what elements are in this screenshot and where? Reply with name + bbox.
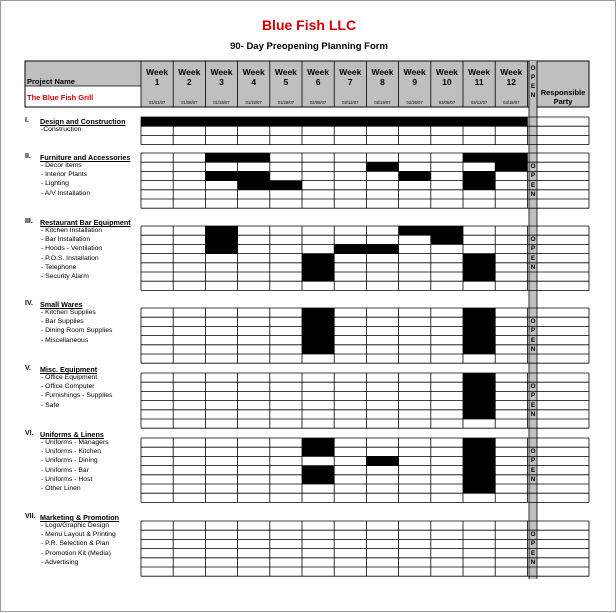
open-letter: N: [530, 475, 536, 483]
week-date: 01/29/07: [277, 100, 295, 105]
week-date: 02/26/07: [406, 100, 423, 105]
section-title: Furniture and Accessories: [40, 153, 131, 162]
form-title: 90- Day Preopening Planning Form: [230, 41, 388, 52]
open-letter: P: [530, 457, 536, 465]
week-number: 2: [186, 77, 192, 87]
open-letter: P: [530, 327, 536, 335]
line-item: - Lighting: [41, 180, 69, 188]
week-date: 03/19/07: [503, 100, 520, 105]
open-letter: E: [530, 181, 536, 189]
line-item: - A/V Installation: [41, 189, 91, 197]
week-number: 7: [347, 77, 353, 87]
schedule-bar: [463, 254, 495, 282]
line-item: - Kitchen Supplies: [41, 309, 96, 316]
open-header-letter: P: [530, 74, 536, 81]
open-letter: O: [530, 318, 536, 326]
week-number: 4: [251, 77, 257, 87]
week-label: Week: [210, 67, 233, 77]
line-item: - Interior Plants: [41, 171, 88, 179]
open-header-letter: O: [530, 65, 536, 72]
week-label: Week: [307, 67, 330, 77]
week-date: 03/05/07: [438, 100, 456, 105]
schedule-bar: [463, 181, 495, 190]
line-item: - Uniforms - Dining: [41, 457, 98, 465]
open-letter: P: [530, 245, 536, 253]
section-number: II.: [25, 153, 31, 160]
week-date: 01/15/07: [213, 100, 230, 105]
schedule-bar: [302, 438, 334, 456]
week-date: 01/01/07: [148, 100, 166, 105]
schedule-bar: [141, 117, 527, 126]
open-letter: E: [530, 549, 536, 557]
line-item: -Construction: [41, 126, 82, 133]
schedule-bar: [302, 466, 334, 484]
line-item: - Uniforms - Kitchen: [41, 448, 102, 456]
open-letter: N: [530, 190, 536, 198]
section-title: Marketing & Promotion: [40, 513, 120, 522]
week-number: 11: [474, 77, 484, 87]
open-letter: N: [530, 410, 536, 418]
schedule-bar: [463, 308, 495, 354]
section-title: Restaurant Bar Equipment: [40, 218, 131, 227]
open-letter: E: [530, 401, 536, 409]
open-letter: O: [530, 383, 536, 391]
week-number: 10: [442, 77, 452, 87]
schedule-bar: [463, 373, 495, 419]
week-label: Week: [242, 67, 265, 77]
schedule-bar: [463, 171, 495, 180]
open-letter: E: [530, 466, 536, 474]
section-number: V.: [25, 365, 31, 372]
week-number: 9: [412, 77, 418, 87]
week-number: 12: [506, 77, 517, 87]
open-letter: E: [530, 254, 536, 262]
week-date: 02/12/07: [342, 100, 359, 105]
schedule-bar: [366, 456, 398, 465]
week-date: 02/19/07: [374, 100, 391, 105]
week-number: 1: [154, 77, 160, 87]
line-item: - Uniforms - Managers: [41, 439, 109, 446]
open-header-letter: N: [530, 92, 536, 99]
line-item: - P.O.S. Installation: [41, 254, 99, 262]
open-letter: O: [530, 236, 536, 244]
week-label: Week: [274, 67, 297, 77]
line-item: - Promotion Kit (Media): [41, 549, 111, 557]
open-letter: P: [530, 392, 536, 400]
open-letter: O: [530, 448, 536, 456]
line-item: - Office Equipment: [41, 374, 98, 381]
section-number: III.: [25, 218, 33, 225]
schedule-bar: [205, 226, 237, 254]
section-number: VI.: [25, 430, 34, 437]
week-label: Week: [371, 67, 394, 77]
responsible-party-header: Responsible Party: [540, 88, 586, 106]
line-item: - P.R. Selection & Plan: [41, 540, 110, 548]
section-title: Misc. Equipment: [40, 365, 98, 374]
week-label: Week: [468, 67, 491, 77]
open-header-letter: E: [530, 83, 536, 90]
line-item: - Décor Items: [41, 162, 82, 169]
open-letter: N: [530, 263, 536, 271]
week-label: Week: [403, 67, 426, 77]
week-label: Week: [500, 67, 523, 77]
week-label: Week: [178, 67, 201, 77]
line-item: - Logo/Graphic Design: [41, 522, 110, 529]
schedule-bar: [302, 254, 334, 282]
line-item: - Other Linen: [41, 485, 81, 492]
open-letter: P: [530, 172, 536, 180]
open-letter: P: [530, 540, 536, 548]
week-date: 01/22/07: [245, 100, 262, 105]
line-item: - Office Computer: [41, 383, 95, 391]
schedule-bar: [366, 162, 398, 171]
line-item: - Menu Layout & Printing: [41, 531, 116, 539]
section-title: Small Wares: [40, 300, 83, 309]
week-date: 01/08/07: [181, 100, 198, 105]
schedule-bar: [463, 153, 527, 162]
week-date: 02/05/07: [309, 100, 327, 105]
company-title: Blue Fish LLC: [261, 17, 357, 33]
section-number: VII.: [25, 513, 36, 520]
project-name-value: The Blue Fish Grill: [27, 93, 94, 102]
section-title: Design and Construction: [40, 117, 126, 126]
schedule-bar: [205, 153, 269, 162]
schedule-bar: [463, 438, 495, 493]
week-number: 5: [283, 77, 289, 87]
line-item: - Bar Supplies: [41, 318, 84, 326]
open-letter: O: [530, 531, 536, 539]
line-item: - Furnishings - Supplies: [41, 392, 113, 400]
schedule-bar: [399, 171, 431, 180]
week-label: Week: [435, 67, 458, 77]
schedule-bar: [399, 226, 463, 235]
week-number: 6: [315, 77, 321, 87]
line-item: - Safe: [41, 401, 60, 409]
schedule-bar: [334, 244, 398, 253]
week-date: 03/12/07: [470, 100, 488, 105]
line-item: - Telephone: [41, 263, 77, 271]
line-item: - Dining Room Supplies: [41, 327, 113, 335]
schedule-bar: [302, 308, 334, 354]
line-item: - Miscellaneous: [41, 336, 89, 344]
week-label: Week: [146, 67, 169, 77]
line-item: - Uniforms - Bar: [41, 466, 89, 474]
line-item: - Security Alarm: [41, 273, 89, 280]
line-item: - Bar Installation: [41, 236, 91, 244]
open-letter: O: [530, 163, 536, 171]
schedule-bar: [205, 171, 269, 180]
schedule-bar: [431, 235, 463, 244]
project-name-label: Project Name: [27, 77, 75, 86]
schedule-bar: [238, 181, 302, 190]
week-label: Week: [339, 67, 362, 77]
section-title: Uniforms & Linens: [40, 430, 104, 439]
open-letter: N: [530, 345, 536, 353]
open-letter: E: [530, 336, 536, 344]
section-number: IV.: [25, 300, 33, 307]
week-number: 3: [219, 77, 224, 87]
line-item: - Uniforms - Host: [41, 475, 93, 483]
section-number: I.: [25, 117, 29, 124]
week-number: 8: [380, 77, 385, 87]
schedule-bar: [495, 162, 527, 171]
line-item: - Hoods - Ventilation: [41, 245, 103, 253]
line-item: - Advertising: [41, 558, 79, 566]
open-letter: N: [530, 558, 536, 566]
line-item: - Kitchen Installation: [41, 227, 103, 234]
